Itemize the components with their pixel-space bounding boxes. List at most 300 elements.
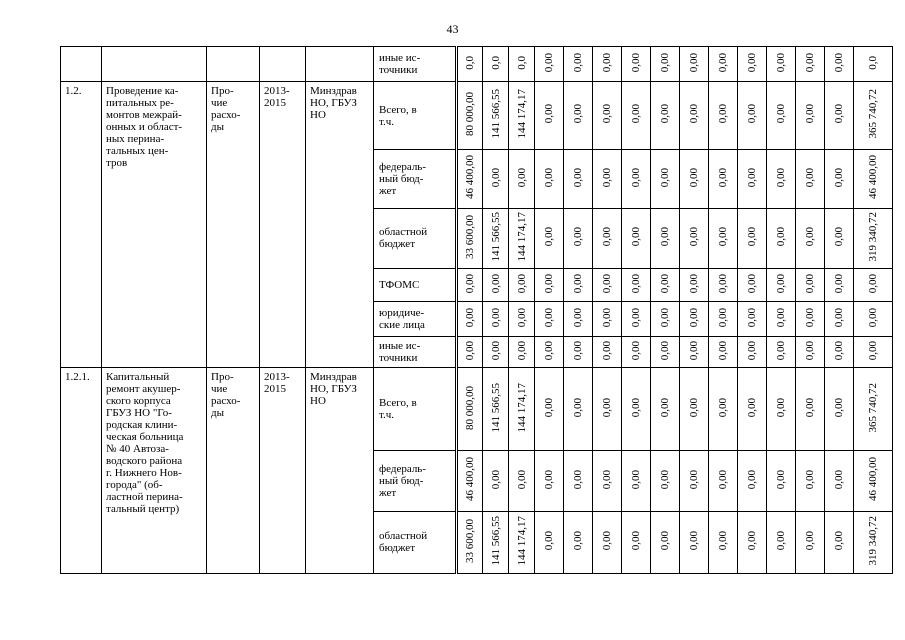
funding-source: иные ис- точники [379,340,421,365]
row-name-cell [102,47,207,82]
cell-value: 0,00 [601,469,613,489]
cell-value: 0,00 [572,531,584,551]
cell-value: 46 400,00 [464,155,476,200]
value-cell [457,337,483,368]
value-cell [564,82,593,149]
value-cell [709,301,738,336]
cell-value: 0,00 [601,341,613,361]
budget-table [60,46,893,574]
cell-value: 0,00 [775,227,787,247]
funding-source-cell [374,268,457,301]
value-cell [457,301,483,336]
cell-value: 0,00 [630,307,642,328]
value-cell [854,337,893,368]
cell-value: 0,00 [688,341,700,361]
cell-value: 0,00 [543,227,555,247]
value-cell [767,82,796,149]
cell-value: 0,00 [572,397,584,418]
value-cell [825,268,854,301]
funding-source-cell [374,368,457,450]
value-cell [651,301,680,336]
value-cell [738,337,767,368]
cell-value: 0,00 [630,341,642,361]
row-number: 1.2. [65,85,82,98]
value-cell [483,450,509,511]
cell-value: 0,00 [688,531,700,551]
value-cell [796,47,825,82]
cell-value: 0,00 [688,469,700,489]
cell-value: 0,00 [804,273,816,293]
cell-value: 365 740,72 [867,382,879,433]
cell-value: 0,00 [572,273,584,293]
funding-source: областной бюджет [379,530,428,555]
table-row [61,82,893,149]
period: 2013- 2015 [264,85,290,110]
cell-value: 0,00 [833,167,845,187]
cell-value: 0,00 [572,341,584,361]
funding-source: юридиче- ские лица [379,307,425,332]
value-cell [509,301,535,336]
cell-value: 0,00 [572,53,584,73]
value-cell [825,368,854,450]
cell-value: 0,00 [746,341,758,361]
value-cell [509,268,535,301]
table-row [61,47,893,82]
cell-value: 0,00 [717,341,729,361]
cell-value: 0,00 [833,531,845,551]
value-cell [593,47,622,82]
responsible-org-cell [306,47,374,82]
value-cell [709,149,738,208]
cell-value: 0,00 [804,104,816,124]
value-cell [825,450,854,511]
cell-value: 0,00 [867,273,879,293]
value-cell [738,208,767,268]
value-cell [483,208,509,268]
value-cell [854,511,893,573]
cell-value: 0,00 [489,341,502,361]
value-cell [622,149,651,208]
table-row [61,368,893,450]
cell-value: 0,00 [688,227,700,247]
cell-value: 144 174,17 [515,211,528,262]
cell-value: 144 174,17 [515,89,528,139]
value-cell [796,337,825,368]
cell-value: 0,00 [833,273,845,293]
value-cell [651,368,680,450]
value-cell [767,47,796,82]
cell-value: 0,00 [489,167,502,187]
value-cell [709,268,738,301]
value-cell [509,149,535,208]
cell-value: 0,00 [775,53,787,73]
value-cell [709,82,738,149]
cell-value: 0,00 [630,53,642,73]
value-cell [651,149,680,208]
value-cell [796,368,825,450]
value-cell [457,368,483,450]
row-name: Проведение ка- питальных ре- монтов межрай- онных и област- ных перина- тальных цен- тров [106,85,183,170]
cell-value: 0,00 [630,104,642,124]
value-cell [651,511,680,573]
row-number-cell [61,368,102,574]
value-cell [738,268,767,301]
cell-value: 0,00 [746,397,758,418]
cell-value: 0,00 [489,307,502,328]
value-cell [825,511,854,573]
value-cell [767,268,796,301]
cell-value: 144 174,17 [515,516,528,566]
value-cell [738,511,767,573]
value-cell [593,82,622,149]
cell-value: 0,00 [775,397,787,418]
value-cell [535,82,564,149]
funding-source-cell [374,47,457,82]
value-cell [767,208,796,268]
period-cell [260,47,306,82]
expense-type: Про- чие расхо- ды [211,85,241,134]
cell-value: 0,00 [543,273,555,293]
value-cell [509,450,535,511]
value-cell [651,82,680,149]
funding-source-cell [374,208,457,268]
cell-value: 0,00 [543,397,555,418]
value-cell [622,368,651,450]
responsible-org-cell [306,82,374,368]
value-cell [457,82,483,149]
cell-value: 0,00 [515,273,528,293]
row-name-cell [102,82,207,368]
cell-value: 141 566,55 [489,89,502,139]
value-cell [509,368,535,450]
period-cell [260,82,306,368]
cell-value: 0,00 [717,469,729,489]
period: 2013- 2015 [264,371,290,396]
cell-value: 0,00 [659,167,671,187]
cell-value: 0,00 [601,167,613,187]
cell-value: 0,00 [464,341,476,361]
cell-value: 0,00 [804,469,816,489]
value-cell [593,450,622,511]
cell-value: 0,00 [804,227,816,247]
cell-value: 0,00 [775,469,787,489]
value-cell [854,82,893,149]
value-cell [709,337,738,368]
cell-value: 0,00 [775,167,787,187]
cell-value: 33 600,00 [464,214,476,259]
value-cell [483,511,509,573]
cell-value: 0,00 [833,53,845,73]
cell-value: 0,00 [688,397,700,418]
responsible-org: Минздрав НО, ГБУЗ НО [310,371,357,408]
cell-value: 0,00 [746,307,758,328]
value-cell [483,268,509,301]
value-cell [825,149,854,208]
funding-source-cell [374,337,457,368]
funding-source: областной бюджет [379,226,428,251]
row-number-cell [61,47,102,82]
value-cell [738,301,767,336]
value-cell [535,337,564,368]
value-cell [535,511,564,573]
responsible-org: Минздрав НО, ГБУЗ НО [310,85,357,122]
cell-value: 0,00 [464,307,476,328]
cell-value: 0,00 [867,307,879,328]
cell-value: 0,00 [543,167,555,187]
value-cell [535,149,564,208]
cell-value: 0,00 [833,307,845,328]
value-cell [483,301,509,336]
cell-value: 0,00 [659,273,671,293]
value-cell [651,337,680,368]
cell-value: 0,00 [572,167,584,187]
value-cell [767,149,796,208]
cell-value: 0,00 [804,307,816,328]
cell-value: 33 600,00 [464,518,476,563]
cell-value: 0,00 [601,53,613,73]
cell-value: 0,00 [688,104,700,124]
value-cell [854,368,893,450]
cell-value: 0,00 [659,469,671,489]
cell-value: 0,00 [833,104,845,124]
value-cell [509,47,535,82]
value-cell [509,511,535,573]
value-cell [854,47,893,82]
cell-value: 0,00 [867,341,879,361]
responsible-org-cell [306,368,374,574]
expense-type: Про- чие расхо- ды [211,371,241,420]
cell-value: 0,00 [717,531,729,551]
funding-source: ТФОМС [379,278,420,291]
cell-value: 0,00 [775,273,787,293]
value-cell [535,208,564,268]
funding-source: федераль- ный бюд- жет [379,160,426,197]
value-cell [825,301,854,336]
funding-source-cell [374,82,457,149]
value-cell [535,47,564,82]
cell-value: 0,00 [746,167,758,187]
value-cell [593,337,622,368]
cell-value: 0,0 [464,55,476,70]
cell-value: 0,00 [804,531,816,551]
cell-value: 0,00 [630,469,642,489]
cell-value: 0,00 [659,227,671,247]
value-cell [767,301,796,336]
value-cell [457,208,483,268]
cell-value: 0,00 [572,307,584,328]
row-number-cell [61,82,102,368]
value-cell [564,268,593,301]
cell-value: 0,00 [601,104,613,124]
value-cell [680,337,709,368]
expense-type-cell [207,368,260,574]
value-cell [593,208,622,268]
cell-value: 0,00 [543,531,555,551]
value-cell [825,337,854,368]
cell-value: 0,00 [543,341,555,361]
value-cell [535,301,564,336]
value-cell [593,268,622,301]
cell-value: 0,00 [804,167,816,187]
cell-value: 0,00 [775,531,787,551]
value-cell [622,47,651,82]
value-cell [825,208,854,268]
value-cell [651,268,680,301]
cell-value: 0,00 [717,167,729,187]
value-cell [709,511,738,573]
cell-value: 0,00 [543,307,555,328]
cell-value: 0,00 [775,341,787,361]
cell-value: 0,00 [746,53,758,73]
value-cell [593,511,622,573]
value-cell [796,82,825,149]
value-cell [457,47,483,82]
value-cell [564,301,593,336]
cell-value: 0,00 [572,227,584,247]
value-cell [457,268,483,301]
cell-value: 0,00 [515,167,528,187]
value-cell [796,268,825,301]
value-cell [564,368,593,450]
value-cell [622,208,651,268]
cell-value: 46 400,00 [867,155,879,200]
value-cell [738,368,767,450]
cell-value: 0,00 [601,307,613,328]
cell-value: 0,00 [630,531,642,551]
cell-value: 0,00 [717,227,729,247]
value-cell [796,450,825,511]
cell-value: 0,00 [746,273,758,293]
cell-value: 141 566,55 [489,516,502,566]
expense-type-cell [207,47,260,82]
value-cell [709,208,738,268]
value-cell [483,368,509,450]
value-cell [564,208,593,268]
cell-value: 0,00 [515,307,528,328]
cell-value: 0,00 [543,53,555,73]
value-cell [564,450,593,511]
cell-value: 0,0 [515,55,528,70]
cell-value: 0,00 [833,469,845,489]
funding-source-cell [374,149,457,208]
value-cell [622,337,651,368]
value-cell [767,511,796,573]
cell-value: 0,00 [659,307,671,328]
value-cell [854,268,893,301]
value-cell [738,450,767,511]
value-cell [457,149,483,208]
cell-value: 0,00 [833,227,845,247]
cell-value: 0,00 [572,469,584,489]
cell-value: 0,00 [746,104,758,124]
page-number: 43 [446,22,459,36]
value-cell [564,47,593,82]
value-cell [738,149,767,208]
value-cell [535,450,564,511]
cell-value: 141 566,55 [489,211,502,262]
cell-value: 0,00 [601,531,613,551]
cell-value: 0,0 [867,55,879,70]
row-number: 1.2.1. [65,371,90,384]
funding-source: иные ис- точники [379,52,421,77]
value-cell [564,337,593,368]
cell-value: 0,00 [630,397,642,418]
value-cell [651,208,680,268]
value-cell [483,47,509,82]
value-cell [593,149,622,208]
value-cell [680,450,709,511]
value-cell [509,208,535,268]
cell-value: 0,00 [543,104,555,124]
value-cell [680,511,709,573]
value-cell [854,301,893,336]
cell-value: 0,00 [601,273,613,293]
cell-value: 0,00 [804,341,816,361]
cell-value: 0,00 [717,104,729,124]
value-cell [593,368,622,450]
value-cell [509,337,535,368]
cell-value: 0,0 [489,55,502,70]
cell-value: 0,00 [775,104,787,124]
value-cell [457,511,483,573]
row-name-cell [102,368,207,574]
value-cell [738,82,767,149]
value-cell [738,47,767,82]
cell-value: 0,00 [688,307,700,328]
value-cell [622,511,651,573]
value-cell [767,368,796,450]
cell-value: 0,00 [804,397,816,418]
cell-value: 365 740,72 [867,89,879,139]
value-cell [854,149,893,208]
cell-value: 0,00 [688,53,700,73]
period-cell [260,368,306,574]
value-cell [509,82,535,149]
cell-value: 319 340,72 [867,211,879,262]
cell-value: 0,00 [572,104,584,124]
cell-value: 0,00 [630,167,642,187]
value-cell [796,208,825,268]
value-cell [622,301,651,336]
value-cell [622,268,651,301]
value-cell [651,47,680,82]
value-cell [796,301,825,336]
value-cell [767,450,796,511]
value-cell [622,450,651,511]
value-cell [680,368,709,450]
funding-source-cell [374,301,457,336]
value-cell [767,337,796,368]
cell-value: 0,00 [717,397,729,418]
value-cell [796,511,825,573]
cell-value: 0,00 [489,273,502,293]
cell-value: 0,00 [746,469,758,489]
row-name: Капитальный ремонт акушер- ского корпуса ГБУЗ НО "Го- родская клини- ческая больница № 40 Автоза- водского района г. Нижнего Нов- города" (об- ластной перина- тальный центр) [106,371,184,516]
cell-value: 0,00 [515,469,528,489]
value-cell [457,450,483,511]
value-cell [825,47,854,82]
value-cell [564,511,593,573]
cell-value: 0,00 [833,341,845,361]
cell-value: 0,00 [775,307,787,328]
cell-value: 0,00 [659,341,671,361]
funding-source: Всего, в т.ч. [379,103,417,128]
cell-value: 0,00 [833,397,845,418]
value-cell [483,82,509,149]
value-cell [483,337,509,368]
cell-value: 0,00 [688,273,700,293]
cell-value: 0,00 [659,53,671,73]
